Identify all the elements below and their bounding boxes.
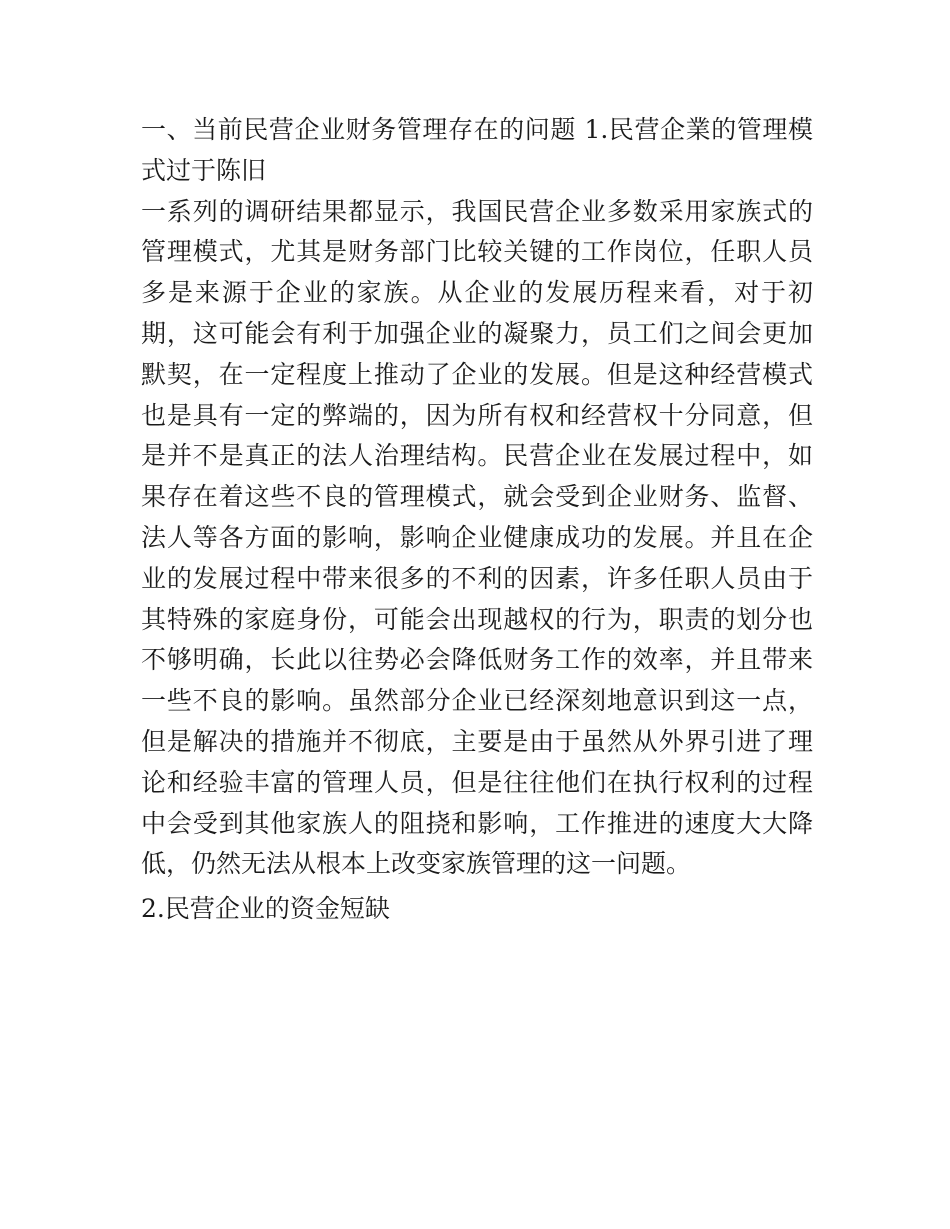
document-body xyxy=(141,110,813,930)
body-paragraph-1: 一系列的调研结果都显示，我国民营企业多数采用家族式的管理模式，尤其是财务部门比较关键的工作岗位，任职人员多是来源于企业的家族。从企业的发展历程来看，对于初期，这可能会有利于加强企业的凝聚力，员工们之间会更加默契，在一定程度上推动了企业的发展。但是这种经营模式也是具有一定的弊端的，因为所有权和经营权十分同意，但是并不是真正的法人治理结构。民营企业在发展过程中，如果存在着这些不良的管理模式，就会受到企业财务、监督、法人等各方面的影响，影响企业健康成功的发展。并且在企业的发展过程中带来很多的不利的因素，许多任职人员由于其特殊的家庭身份，可能会出现越权的行为，职责的划分也不够明确，长此以往势必会降低财务工作的效率，并且带来一些不良的影响。虽然部分企业已经深刻地意识到这一点，但是解决的措施并不彻底，主要是由于虽然从外界引进了理论和经验丰富的管理人员，但是往往他们在执行权利的过程中会受到其他家族人的阻挠和影响，工作推进的速度大大降低，仍然无法从根本上改变家族管理的这一问题。 xyxy=(141,196,813,879)
section-heading-2: 2.民营企业的资金短缺 xyxy=(141,894,390,924)
section-heading-1: 一、当前民营企业财务管理存在的问题 1.民营企業的管理模式过于陈旧 xyxy=(141,115,813,185)
